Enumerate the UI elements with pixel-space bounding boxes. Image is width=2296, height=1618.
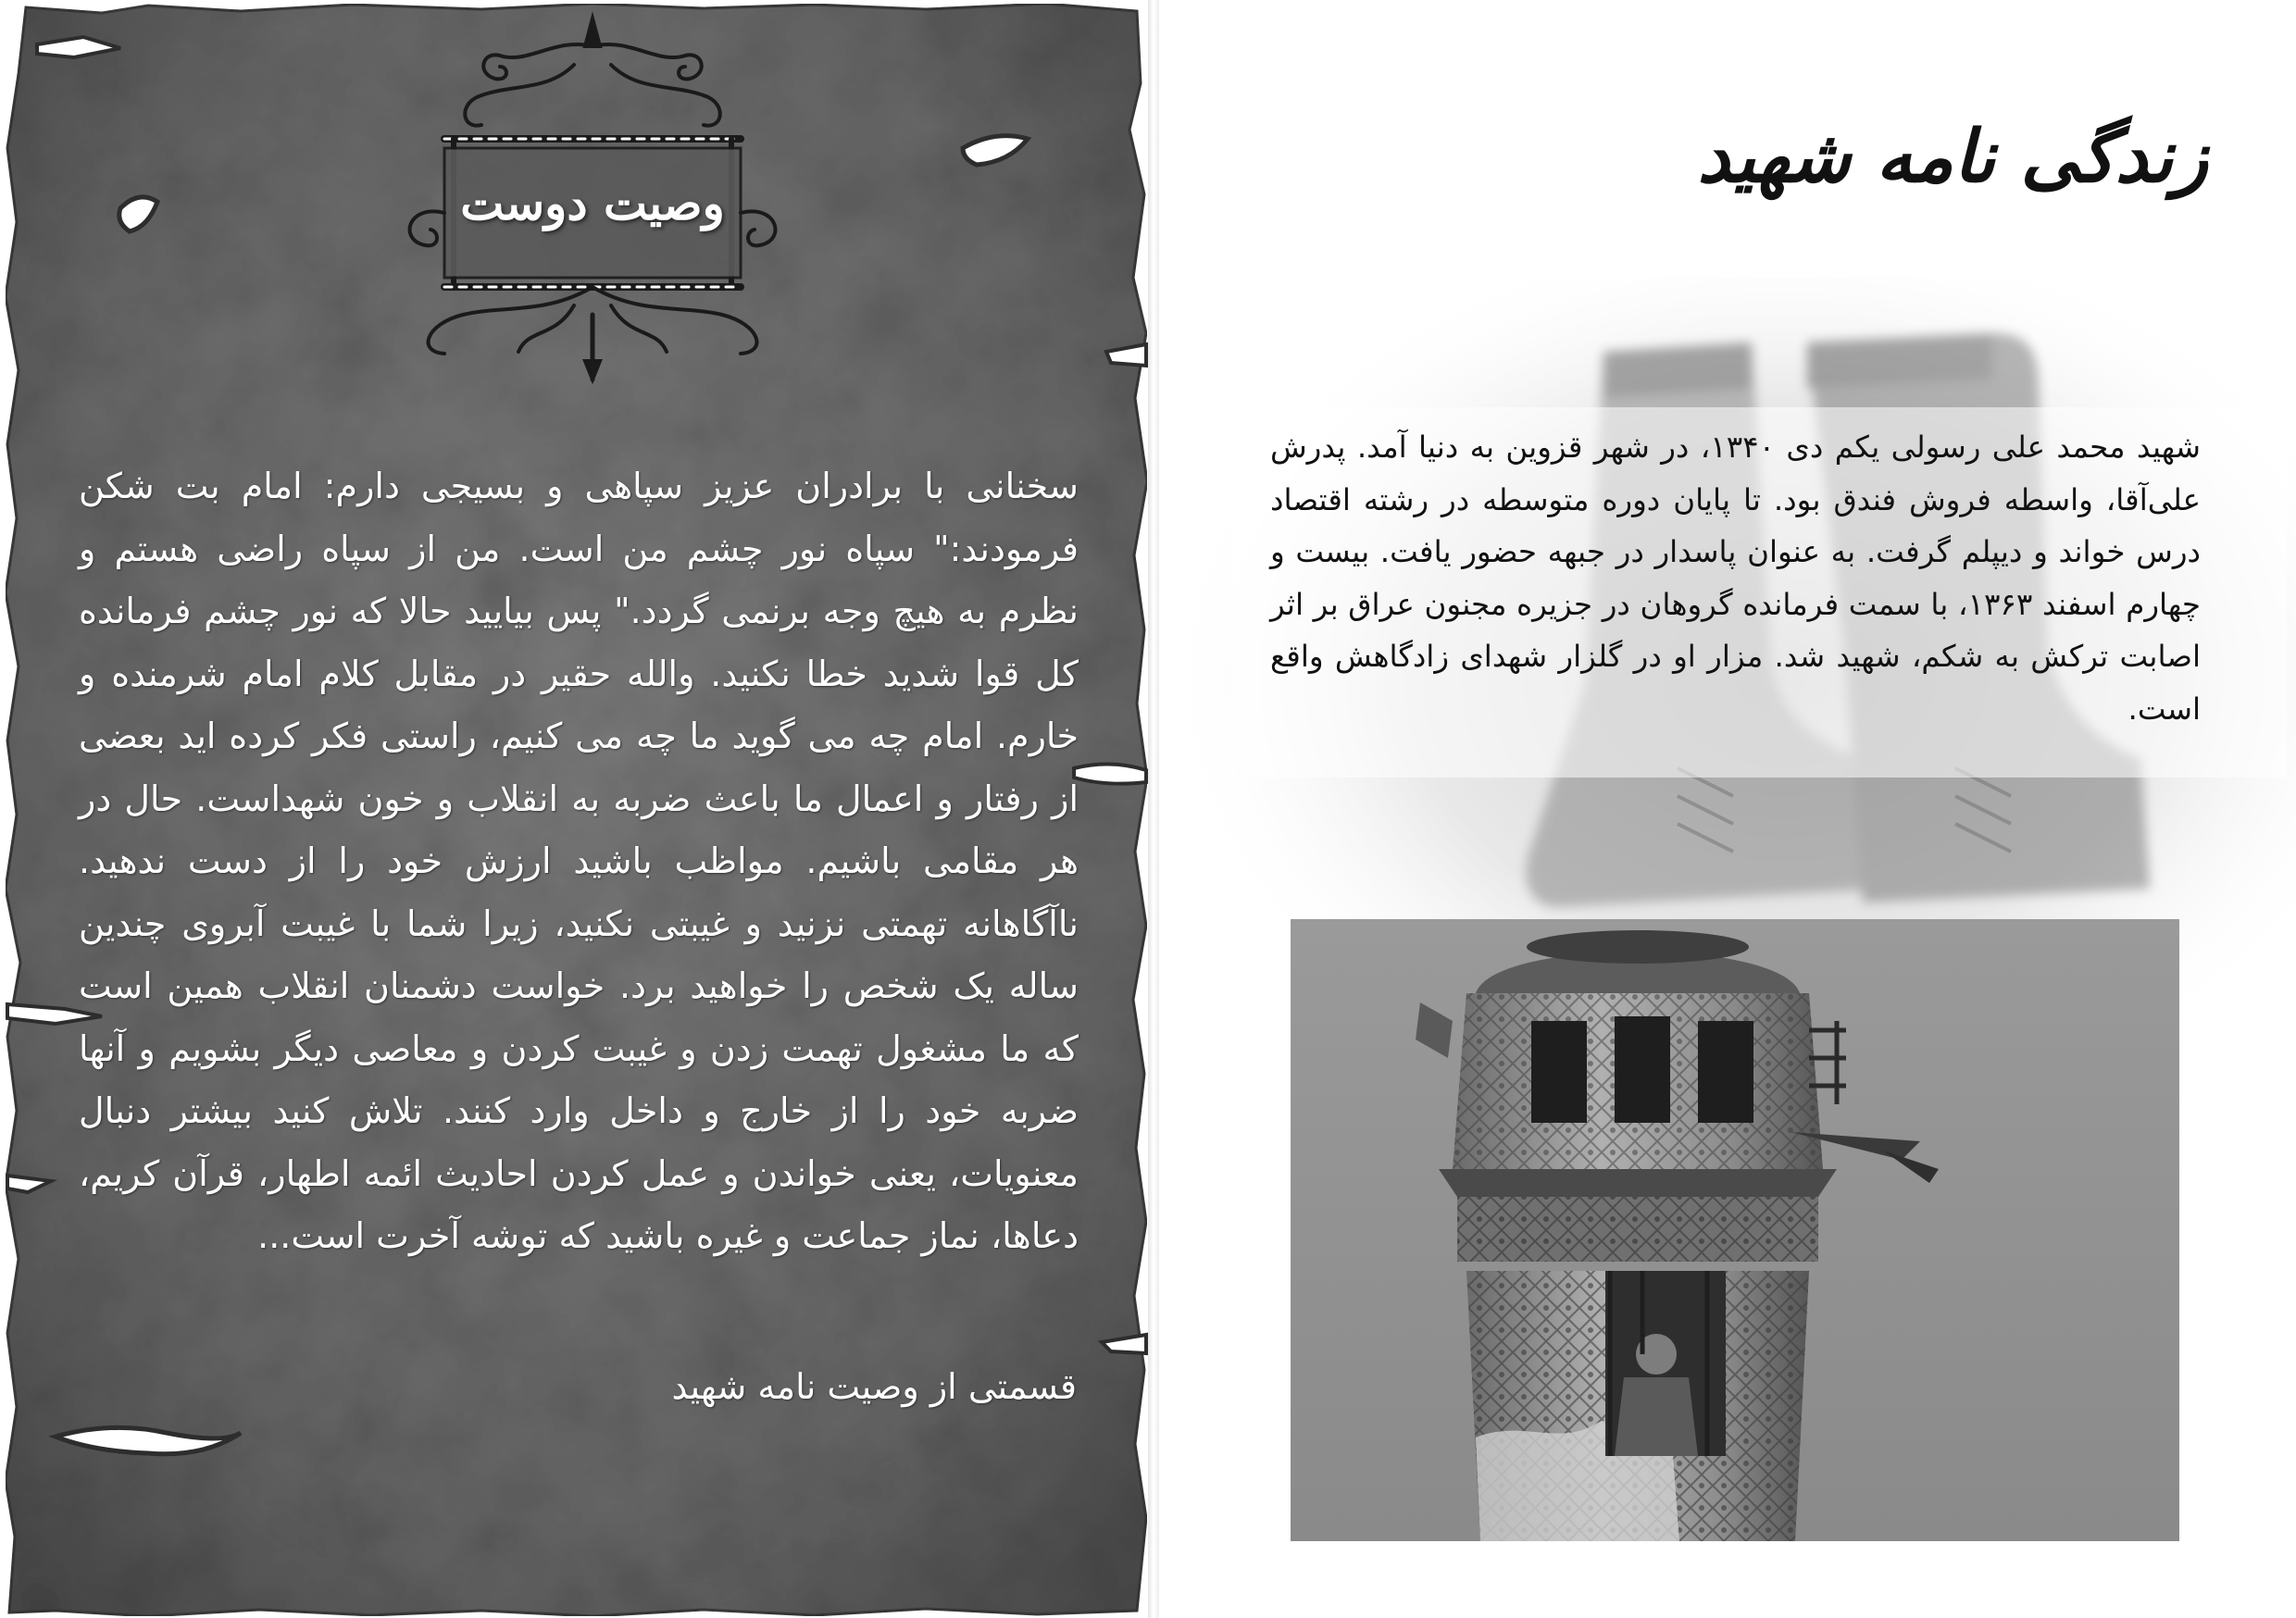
- biography-heading: زندگی نامه شهید: [1697, 115, 2208, 199]
- right-page: [1159, 0, 2296, 1618]
- minaret-photo: [1291, 919, 2179, 1541]
- will-source-caption: قسمتی از وصیت نامه شهید: [671, 1366, 1077, 1407]
- biography-text: شهید محمد علی رسولی یکم دی ۱۳۴۰، در شهر قزوین به دنیا آمد. پدرش علی‌آقا، واسطه فروش فندق بود. تا پایان دوره متوسطه در رشته اقتصاد درس خواند و دیپلم گرفت. به عنوان پاسدار در جبهه حضور یافت. بیست و چهارم اسفند ۱۳۶۳، با سمت فرمانده گروهان در جزیره مجنون عراق بر اثر اصابت ترکش به شکم، شهید شد. مزار او در گلزار شهدای زادگاهش واقع است.: [1270, 429, 2202, 727]
- book-spine: [1148, 0, 1159, 1618]
- will-title: وصیت دوست: [460, 176, 725, 230]
- will-paragraph: [79, 455, 1079, 1268]
- biography-paragraph: [1270, 421, 2201, 735]
- will-paragraph-text: سخنانی با برادران عزیز سپاهی و بسیجی دارم: امام بت شکن فرمودند:" سپاه نور چشم من است. من از سپاه راضی هستم و نظرم به هیچ وجه برنمی گردد." پس بیایید حالا که نور چشم فرمانده کل قوا شدید خطا نکنید. والله حقیر در مقابل کلام امام شرمنده و خارم. امام چه می گوید ما چه می کنیم، راستی فکر کرده اید بعضی از رفتار و اعمال ما باعث ضربه به انقلاب و خون شهداست. حال در هر مقامی باشیم. مواظب باشید ارزش خود را از دست ندهید. ناآگاهانه تهمتی نزنید و غیبتی نکنید، زیرا شما با غیبت آبروی چندین ساله یک شخص را خواهید برد. خواست دشمنان انقلاب همین است که ما مشغول تهمت زدن و غیبت کردن و معاصی دیگر بشویم و آنها ضربه خود را از خارج و داخل وارد کنند. تلاش کنید بیشتر دنبال معنویات، یعنی خواندن و عمل کردن احادیث ائمه اطهار، قرآن کریم، دعاها، نماز جماعت و غیره باشید که توشه آخرت است...: [79, 466, 1079, 1256]
- torn-hole-4: [1074, 764, 1146, 783]
